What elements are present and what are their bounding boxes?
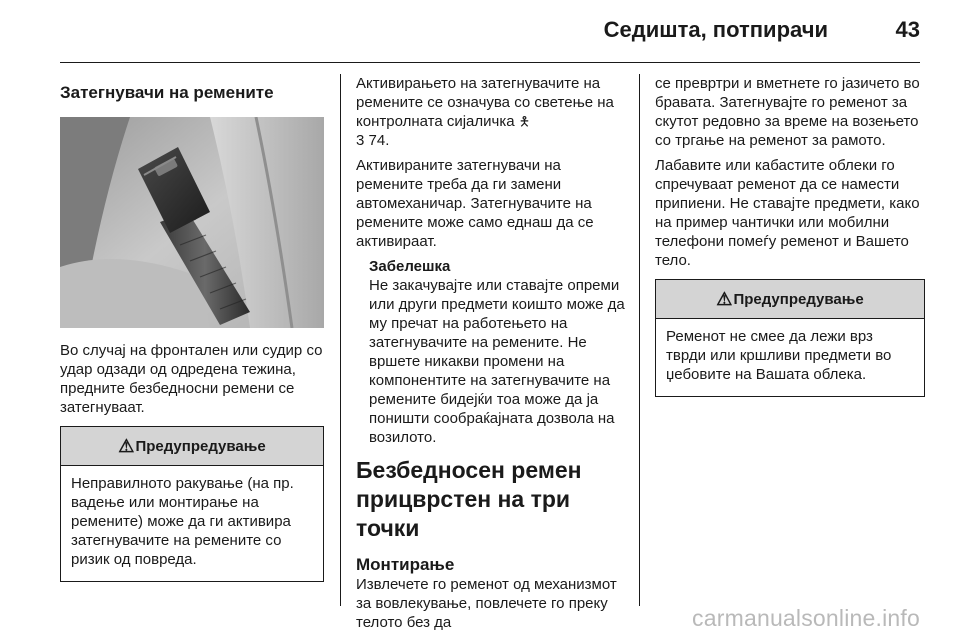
warning-text-2: Ременот не смее да лежи врз тврди или кршливи предмети во џебовите на Вашата облека. xyxy=(666,328,892,383)
column-divider-right xyxy=(639,74,640,606)
clothing-paragraph: Лабавите или кабастите облеки го спречуваат ременот да се намести припиени. Не ставајте предмети, како на пример чантички или мобилни телефони помеѓу ременот и Вашето тело. xyxy=(655,157,920,269)
warning-header xyxy=(61,427,323,466)
note-text: Не закачувајте или ставајте опреми или други предмети коишто може да му пречат на работењето на затегнувачите на ремените. Не вршете никакви промени на компонентите на затегнувачите на ремените бидејќи тоа може да ја поништи сообраќајната дозвола на возилото. xyxy=(369,277,625,446)
warning-triangle-icon: ⚠ xyxy=(118,436,135,456)
column-divider-left xyxy=(340,74,341,606)
section-heading: Безбедносен ремен прицврстен на три точки xyxy=(356,457,582,541)
warning-text: Неправилното ракување (на пр. вадење или монтирање на ремените) може да ги активира затегнувачите на ремените со ризик од повреда. xyxy=(71,475,294,568)
section-title: Затегнувачи на ремените xyxy=(60,83,274,102)
intro-paragraph: Во случај на фронтален или судир со удар одзади од одредена тежина, предните безбедносни ремени се затегнуваат. xyxy=(60,342,323,416)
header-rule xyxy=(60,62,920,63)
column-3 xyxy=(655,74,925,397)
column-2 xyxy=(356,74,626,632)
warning-header-2 xyxy=(656,280,924,319)
note-block xyxy=(356,257,626,447)
warning-triangle-icon: ⚠ xyxy=(716,289,733,309)
warning-title: Предупредување xyxy=(135,437,266,455)
activation-text: Активирањето на затегнувачите на ремените се означува со светење на контролната сијаличка xyxy=(356,75,614,130)
mounting-continued-paragraph: се превртри и вметнете го јазичето во бравата. Затегнувајте го ременот за скутот редовно за време на возењето со тргање на ременот за рамото. xyxy=(655,75,920,149)
activation-paragraph xyxy=(356,74,626,150)
page-header-title: Седишта, потпирачи xyxy=(603,17,828,42)
subsection-heading: Монтирање xyxy=(356,555,455,574)
seat-belt-buckle-photo xyxy=(60,117,324,328)
warning-box-2 xyxy=(655,279,925,397)
replacement-paragraph: Активираните затегнувачи на ремените треба да ги замени автомеханичар. Затегнувачите на ремените може само еднаш да се активираат. xyxy=(356,157,594,250)
watermark: carmanualsonline.info xyxy=(692,605,920,631)
warning-box xyxy=(60,426,324,582)
page-reference: 3 74. xyxy=(356,132,390,149)
warning-title-2: Предупредување xyxy=(733,290,864,308)
page-number: 43 xyxy=(895,17,920,42)
mounting-paragraph: Извлечете го ременот од механизмот за вовлекување, повлечете го преку телото без да xyxy=(356,576,617,631)
note-title: Забелешка xyxy=(369,258,451,275)
column-1 xyxy=(60,74,324,582)
seatbelt-warning-lamp-icon: 🯅 xyxy=(518,114,531,129)
